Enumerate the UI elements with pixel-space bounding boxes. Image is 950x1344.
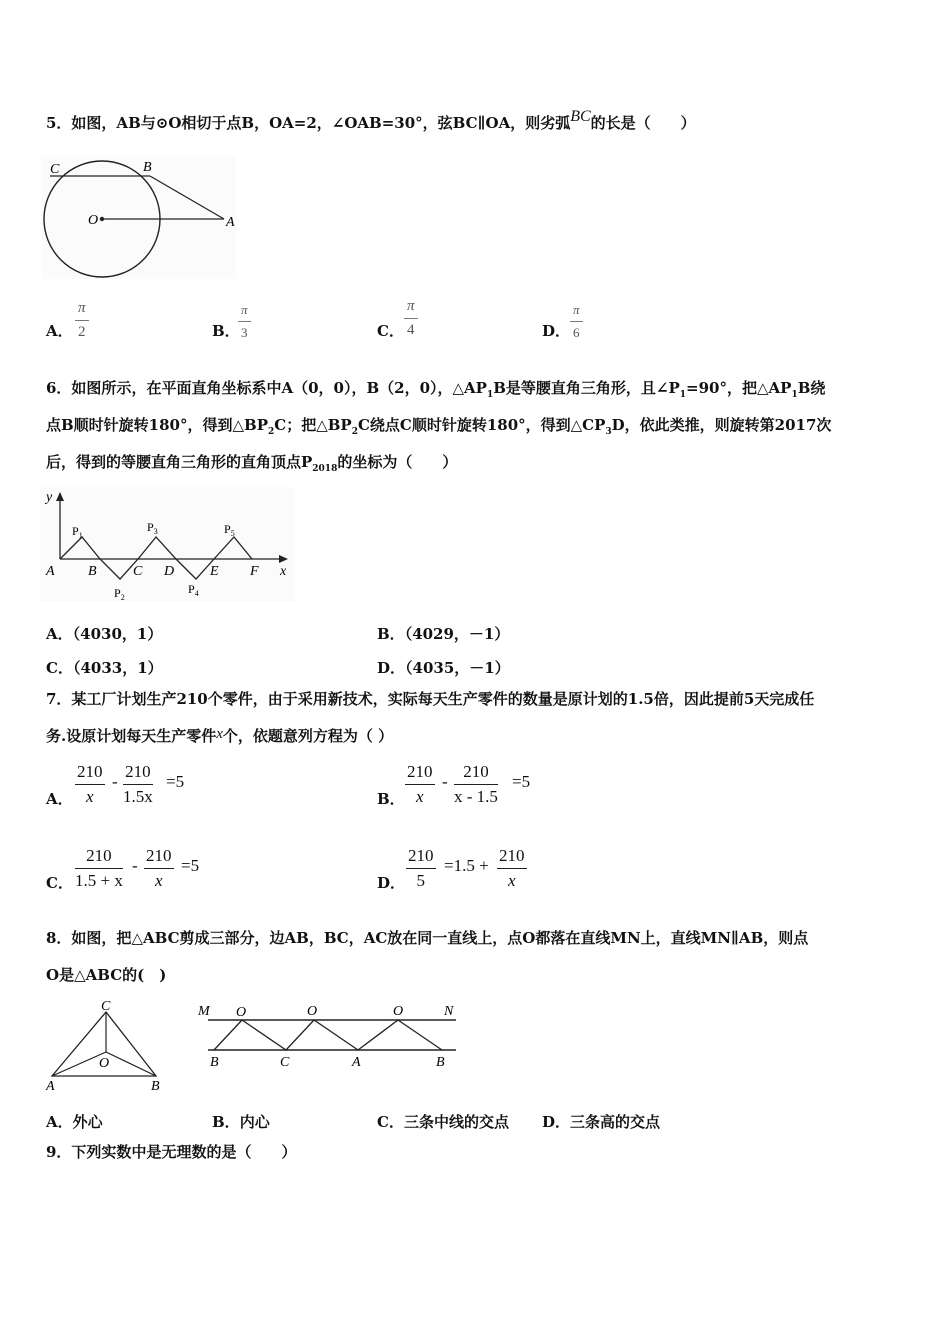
q6-stem-line1: 6．如图所示，在平面直角坐标系中A（0，0），B（2，0），$\triangle AP_1B$是等腰直角三角形，且$\angle P_1=90^\circ$，把$\triangle AP_1B$绕 — [46, 379, 826, 400]
q7-d-frac2: $\frac{210}{x}$ — [499, 846, 525, 890]
y-axis-label: y — [46, 490, 53, 505]
vertex-c-label: C — [101, 999, 111, 1014]
q6-zigzag-figure — [40, 487, 298, 604]
line-n-label: N — [444, 1004, 454, 1019]
x-axis-label: x — [280, 564, 287, 579]
o2-label: O — [307, 1004, 318, 1019]
q7-c-frac1: $\frac{210}{1.5 + x}$ — [75, 846, 123, 890]
q6-option-d[interactable]: D．（4035，－1） — [377, 659, 510, 677]
point-c-label: C — [50, 162, 60, 177]
point-b-label: B — [143, 160, 152, 175]
o3-label: O — [393, 1004, 404, 1019]
point-a-label: A — [226, 215, 235, 230]
q7-option-b[interactable]: B． — [377, 790, 405, 808]
q7-option-d[interactable]: D． — [377, 874, 406, 892]
q7-c-equals: =5 — [181, 856, 200, 875]
q8-triangle-figure — [42, 998, 172, 1094]
q8-option-c[interactable]: C．三条中线的交点 — [377, 1113, 509, 1131]
q7-option-c[interactable]: C． — [46, 874, 73, 892]
point-c-label: C — [133, 564, 143, 579]
c-label: C — [280, 1055, 290, 1070]
arc-bc-label: BC — [570, 108, 591, 125]
q5-option-d[interactable]: D． — [542, 322, 571, 340]
q8-option-a[interactable]: A．外心 — [46, 1113, 103, 1131]
p2-label: $P_2$ — [114, 586, 125, 602]
q8-option-b[interactable]: B．内心 — [212, 1113, 270, 1131]
q5-option-c-fraction: π 4 — [404, 298, 418, 339]
q7-option-a[interactable]: A． — [46, 790, 73, 808]
point-o-label: O — [99, 1056, 110, 1071]
p5-label: $P_5$ — [224, 522, 235, 538]
q5-circle-figure — [42, 157, 242, 281]
q7-d-frac1: $\frac{210}{5}$ — [408, 846, 434, 890]
q7-a-frac1: $\frac{210}{x}$ — [77, 762, 103, 806]
strip-zigzag — [214, 1020, 442, 1050]
q5-option-c[interactable]: C． — [377, 322, 404, 340]
o1-label: O — [236, 1005, 247, 1020]
vertex-b-label: B — [151, 1079, 160, 1094]
q7-a-equals: =5 — [166, 772, 185, 791]
q8-stem-line2: O是△ABC的( ) — [46, 966, 167, 984]
q7-b-frac1: $\frac{210}{x}$ — [407, 762, 433, 806]
q5-option-a[interactable]: A． — [46, 322, 73, 340]
line-m-label: M — [198, 1004, 210, 1019]
point-d-label: D — [164, 564, 175, 579]
q6-option-c[interactable]: C．（4033，1） — [46, 659, 163, 677]
q8-strip-figure — [194, 998, 466, 1074]
point-o-label: O — [88, 213, 99, 228]
q7-stem-line1: 7．某工厂计划生产210个零件，由于采用新技术，实际每天生产零件的数量是原计划的1.5倍，因此提前5天完成任 — [46, 690, 815, 708]
q5-option-b-fraction: π 3 — [238, 302, 251, 341]
q6-stem-line2: 点B顺时针旋转180°，得到$\triangle BP_2C$；把$\triangle BP_2C$绕点C顺时针旋转180°，得到$\triangle CP_3D$，依此类推，则旋转第2017次 — [46, 416, 832, 437]
b2-label: B — [436, 1055, 445, 1070]
q7-stem-line2: 务.设原计划每天生产零件x个，依题意列方程为（ ） — [46, 726, 394, 745]
p4-label: $P_4$ — [188, 582, 199, 598]
q7-b-equals: =5 — [512, 772, 531, 791]
q7-c-minus: - — [132, 856, 138, 875]
q6-option-a[interactable]: A．（4030，1） — [46, 625, 163, 643]
q7-a-frac2: $\frac{210}{1.5x}$ — [123, 762, 153, 806]
q5-stem: 5．如图，AB与⊙O相切于点B，OA=2，∠OAB=30°，弦BC∥OA，则劣弧BC的长是（ ） — [46, 108, 696, 132]
q6-option-b[interactable]: B．（4029，－1） — [377, 625, 510, 643]
q7-a-minus: - — [112, 772, 118, 791]
q6-stem-line3: 后，得到的等腰直角三角形的直角顶点$P_{2018}$的坐标为（ ） — [46, 453, 458, 474]
vertex-a-label: A — [46, 1079, 55, 1094]
q8-stem-line1: 8．如图，把△ABC剪成三部分，边AB，BC，AC放在同一直线上，点O都落在直线MN上，直线MN∥AB，则点 — [46, 929, 809, 947]
q7-c-frac2: $\frac{210}{x}$ — [146, 846, 172, 890]
q8-option-d[interactable]: D．三条高的交点 — [542, 1113, 661, 1131]
point-a-label: A — [46, 564, 55, 579]
p3-label: $P_3$ — [147, 520, 158, 536]
q9-stem: 9．下列实数中是无理数的是（ ） — [46, 1143, 297, 1161]
point-f-label: F — [250, 564, 259, 579]
q7-b-frac2: $\frac{210}{x - 1.5}$ — [454, 762, 498, 806]
point-b-label: B — [88, 564, 97, 579]
q5-option-b[interactable]: B． — [212, 322, 240, 340]
q7-d-equals: =1.5 + — [444, 856, 489, 875]
q5-option-d-fraction: π 6 — [570, 302, 583, 341]
q7-b-minus: - — [442, 772, 448, 791]
p1-label: $P_1$ — [72, 524, 83, 540]
q5-option-a-fraction: π 2 — [75, 300, 89, 341]
b1-label: B — [210, 1055, 219, 1070]
a-label: A — [352, 1055, 361, 1070]
point-e-label: E — [210, 564, 219, 579]
